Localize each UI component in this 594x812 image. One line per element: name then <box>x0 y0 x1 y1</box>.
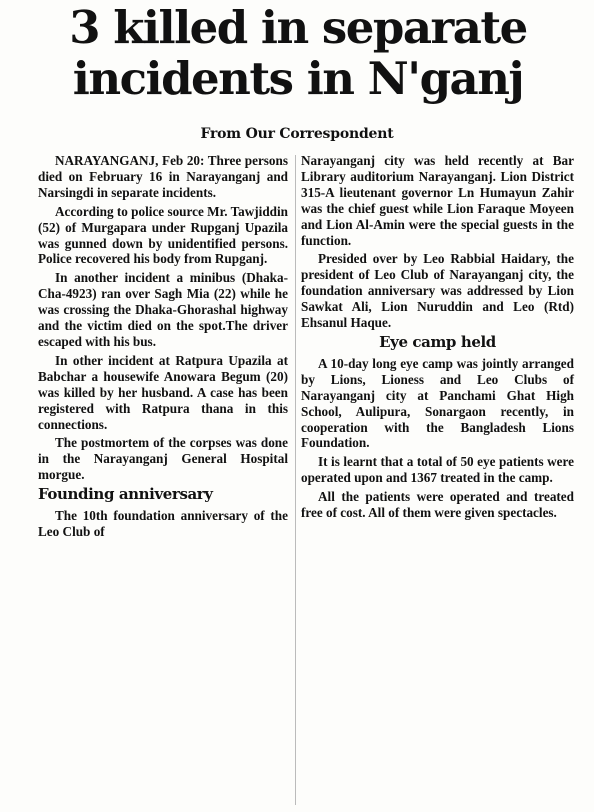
headline-line-1: 3 killed in separate <box>69 1 527 54</box>
paragraph-patients: It is learnt that a total of 50 eye patients were operated upon and 1367 treated in the camp. <box>301 454 574 486</box>
paragraph-presided: Presided over by Leo Rabbial Haidary, the president of Leo Club of Narayanganj city, the foundation anniversary was addressed by Lion Sawkat Ali, Lion Nuruddin and Leo (Rtd) Ehsanul Haque. <box>301 251 574 331</box>
headline-line-2: incidents in N'ganj <box>72 52 524 105</box>
paragraph-anniversary-cont: Narayanganj city was held recently at Bar Library auditorium Narayanganj. Lion District 315-A lieutenant governor Ln Humayun Zahir was the chief guest while Lion Faraque Moyeen and Lion Al-Amin were the special guests in the function. <box>301 153 574 248</box>
right-column <box>301 153 574 524</box>
paragraph-murder: According to police source Mr. Tawjiddin (52) of Murgapara under Rupganj Upazila was gunned down by unidentified persons. Police recovered his body from Rupganj. <box>38 203 288 267</box>
column-divider <box>295 155 296 805</box>
paragraph-dateline: NARAYANGANJ, Feb 20: Three persons died on February 16 in Narayanganj and Narsingdi in separate incidents. <box>38 153 288 200</box>
paragraph-eye-camp: A 10-day long eye camp was jointly arranged by Lions, Lioness and Leo Clubs of Narayanganj city at Panchami Ghat High School, Aulipura, Sonargaon recently, in cooperation with the Bangladesh Lions Foundation. <box>301 355 574 451</box>
paragraph-free-of-cost: All the patients were operated and treated free of cost. All of them were given spectacles. <box>301 489 574 521</box>
byline: From Our Correspondent <box>200 126 394 142</box>
paragraph-postmortem: The postmortem of the corpses was done in the Narayanganj General Hospital morgue. <box>38 435 288 483</box>
subhead-founding-anniversary: Founding anniversary <box>38 485 213 504</box>
left-column <box>38 153 288 543</box>
headline <box>18 2 578 104</box>
paragraph-housewife: In other incident at Ratpura Upazila at Babchar a housewife Anowara Begum (20) was killed by her husband. A case has been registered with Ratpura thana in this connections. <box>38 352 288 432</box>
paragraph-anniversary-start: The 10th foundation anniversary of the Leo Club of <box>38 508 288 539</box>
paragraph-minibus: In another incident a minibus (Dhaka-Cha-4923) ran over Sagh Mia (22) while he was crossing the Dhaka-Ghorashal highway and the victim died on the spot.The driver escaped with his bus. <box>38 270 288 349</box>
subhead-eye-camp: Eye camp held <box>379 332 496 351</box>
